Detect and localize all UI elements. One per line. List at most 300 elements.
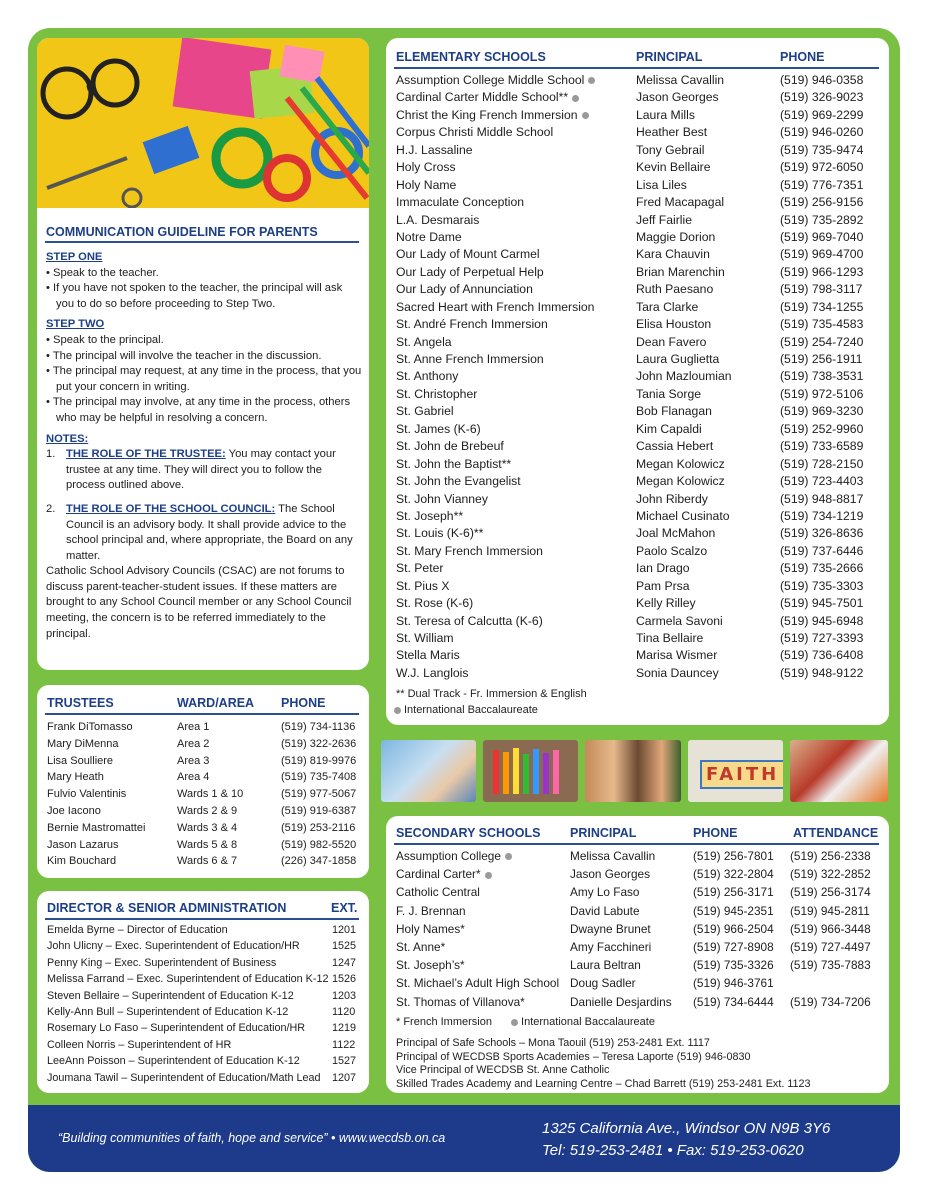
principal-name: Melissa Cavallin (570, 849, 656, 863)
ib-dot-icon (582, 112, 589, 119)
principal-name: Maggie Dorion (636, 229, 716, 244)
principal-name: Michael Cusinato (636, 508, 730, 523)
school-phone: (519) 736-6408 (780, 648, 864, 663)
step-one-bullet: • If you have not spoken to the teacher, the principal will ask you to do so before proceeding to Step Two. (46, 282, 343, 310)
elementary-row (396, 281, 886, 298)
elementary-row (396, 334, 886, 351)
trustee-ward: Wards 6 & 7 (177, 855, 238, 868)
communication-title-underline (45, 241, 359, 243)
footer-phones: Tel: 519-253-2481 • Fax: 519-253-0620 (542, 1142, 804, 1159)
school-name: St. John the Evangelist (396, 474, 521, 489)
students-photo (381, 740, 476, 802)
school-name: St. James (K-6) (396, 421, 481, 436)
elementary-row (396, 613, 886, 630)
school-phone: (519) 966-1293 (780, 264, 864, 279)
secondary-row (396, 974, 886, 992)
principal-name: Megan Kolowicz (636, 474, 725, 489)
principal-name: Jason Georges (570, 867, 651, 882)
ext-header: EXT. (331, 901, 358, 915)
elementary-row (396, 456, 886, 473)
school-phone: (519) 728-2150 (780, 456, 864, 471)
school-name: Assumption College (396, 847, 512, 865)
principal-name: Kara Chauvin (636, 247, 710, 262)
school-phone: (519) 966-2504 (693, 921, 774, 936)
step-two-bullet: • Speak to the principal. (46, 333, 164, 346)
director-row (47, 971, 363, 987)
trustee-name: Fulvio Valentinis (47, 788, 127, 801)
director-row (47, 1037, 363, 1053)
trustee-ward: Area 1 (177, 721, 210, 733)
principal-name: Tania Sorge (636, 386, 702, 401)
crayons-photo (483, 740, 578, 802)
secondary-footnotes: * French Immersion International Baccalaureate (396, 1016, 655, 1028)
elementary-row (396, 595, 886, 612)
elementary-row (396, 630, 886, 647)
admin-name-title: Kelly-Ann Bull – Superintendent of Education K-12 (47, 1005, 289, 1018)
admin-ext: 1120 (332, 1005, 356, 1018)
elementary-row (396, 491, 886, 508)
phone-header: PHONE (780, 50, 825, 64)
elementary-row (396, 403, 886, 420)
secondary-row (396, 956, 886, 974)
step-two-bullet: • The principal may involve, at any time in the process, others who may be helpful in resolving a concern. (46, 396, 351, 424)
elementary-row (396, 351, 886, 368)
trustee-name: Kim Bouchard (47, 855, 117, 868)
school-phone: (519) 972-6050 (780, 160, 864, 175)
school-phone: (519) 969-7040 (780, 229, 864, 244)
school-name: St. Teresa of Calcutta (K-6) (396, 613, 543, 628)
principal-name: Amy Lo Faso (570, 885, 640, 900)
group-photo (585, 740, 681, 802)
principal-name: Laura Beltran (570, 958, 641, 973)
trustee-row (47, 719, 363, 736)
school-name: St. Anthony (396, 369, 459, 384)
attendance-phone: (519) 966-3448 (790, 921, 871, 936)
principal-name: Paolo Scalzo (636, 543, 708, 558)
principal-name: Tony Gebrail (636, 142, 705, 157)
school-name: Our Lady of Annunciation (396, 282, 533, 297)
principal-name: Pam Prsa (636, 578, 690, 593)
ib-dot-icon (485, 872, 492, 879)
elementary-row (396, 194, 886, 211)
school-name: Christ the King French Immersion (396, 107, 589, 124)
trustee-ward: Wards 2 & 9 (177, 804, 238, 817)
school-name: Stella Maris (396, 648, 460, 663)
communication-body (46, 250, 362, 642)
trustee-phone: (519) 322-2636 (281, 737, 357, 750)
sec-principal-header: PRINCIPAL (570, 826, 637, 840)
admin-ext: 1201 (332, 924, 357, 936)
school-phone: (519) 948-9122 (780, 665, 864, 680)
school-phone: (519) 735-4583 (780, 317, 864, 332)
school-name: St. Mary French Immersion (396, 543, 543, 558)
elementary-row (396, 89, 886, 106)
principal-name: Heather Best (636, 125, 708, 140)
principal-name: Carmela Savoni (636, 613, 723, 628)
school-name: H.J. Lassaline (396, 142, 473, 157)
secondary-row (396, 902, 886, 920)
admin-ext: 1527 (332, 1055, 357, 1068)
step-two-heading: STEP TWO (46, 318, 105, 331)
trustee-phone: (519) 982-5520 (281, 838, 357, 851)
trustee-phone: (519) 734-1136 (281, 721, 356, 733)
elementary-row (396, 212, 886, 229)
ib-dot-icon (511, 1019, 518, 1026)
elementary-row (396, 421, 886, 438)
elementary-box (386, 38, 889, 725)
school-phone: (519) 322-2804 (693, 867, 774, 882)
elementary-row (396, 246, 886, 263)
principal-name: David Labute (570, 903, 640, 918)
school-phone: (519) 945-6948 (780, 613, 864, 628)
trustee-phone: (519) 735-7408 (281, 771, 357, 784)
trustee-ward: Wards 3 & 4 (177, 821, 238, 834)
elementary-row (396, 386, 886, 403)
school-phone: (519) 969-2299 (780, 107, 864, 122)
trustee-phone: (519) 253-2116 (281, 821, 356, 834)
trustee-row (47, 736, 363, 753)
trustee-name: Mary DiMenna (47, 737, 119, 750)
secondary-row (396, 865, 886, 883)
sec-phone-header: PHONE (693, 826, 738, 840)
school-phone: (519) 254-7240 (780, 334, 864, 349)
school-phone: (519) 256-7801 (693, 849, 774, 863)
principal-name: John Riberdy (636, 491, 708, 506)
school-name: St. Peter (396, 561, 444, 576)
attendance-phone: (519) 256-2338 (790, 849, 871, 863)
admin-name-title: John Ulicny – Exec. Superintendent of Education/HR (47, 940, 300, 953)
crayons-icon (483, 740, 578, 802)
elementary-row (396, 316, 886, 333)
trustee-rows (47, 719, 363, 870)
school-phone: (519) 735-2666 (780, 561, 864, 576)
school-name: Cardinal Carter Middle School** (396, 89, 579, 106)
attendance-phone: (519) 322-2852 (790, 867, 871, 882)
elementary-row (396, 107, 886, 124)
school-phone: (519) 252-9960 (780, 421, 864, 436)
school-phone: (519) 256-9156 (780, 195, 864, 210)
school-name: St. Joseph** (396, 508, 464, 523)
school-phone: (519) 798-3117 (780, 282, 863, 297)
school-phone: (519) 945-2351 (693, 903, 774, 918)
trustee-name: Jason Lazarus (47, 838, 119, 851)
principal-name: Jason Georges (636, 90, 719, 105)
school-phone: (519) 734-6444 (693, 994, 774, 1009)
school-name: St. Thomas of Villanova* (396, 994, 525, 1009)
trustee-name: Mary Heath (47, 771, 104, 784)
director-row (47, 955, 363, 971)
principal-name: Fred Macapagal (636, 195, 725, 210)
trustee-name: Lisa Soulliere (47, 754, 114, 767)
school-phone: (519) 735-2892 (780, 212, 864, 227)
school-name: St. John de Brebeuf (396, 439, 504, 454)
trustee-phone: (519) 819-9976 (281, 754, 357, 767)
director-box (37, 891, 369, 1093)
trustee-ward: Area 2 (177, 737, 210, 750)
elementary-rows (396, 72, 886, 682)
school-phone: (519) 734-1255 (780, 299, 864, 314)
principal-name: Kelly Rilley (636, 596, 696, 611)
secondary-extra-lines (396, 1037, 811, 1091)
photo-strip (378, 728, 900, 814)
school-name: Sacred Heart with French Immersion (396, 299, 595, 314)
principal-name: Joal McMahon (636, 526, 716, 541)
notes-heading: NOTES: (46, 432, 89, 445)
school-name: Our Lady of Perpetual Help (396, 264, 544, 279)
communication-title: COMMUNICATION GUIDELINE FOR PARENTS (46, 225, 318, 239)
principal-name: Danielle Desjardins (570, 994, 672, 1009)
csac-text: Catholic School Advisory Councils (CSAC) are not forums to discuss parent-teacher-student issues. If these matters are brought to any School Council member or any School Council meeting, the concern is to be referred immediately to the principal. (46, 565, 352, 640)
admin-contact-line: Principal of WECDSB Sports Academies – Teresa Laporte (519) 946-0830 (396, 1050, 751, 1063)
director-header-underline (45, 918, 359, 920)
admin-contact-line: Vice Principal of WECDSB St. Anne Catholic (396, 1064, 610, 1077)
school-name: St. Michael’s Adult High School (396, 976, 560, 991)
admin-ext: 1207 (332, 1071, 357, 1084)
attendance-phone: (519) 256-3174 (790, 885, 871, 900)
elementary-row (396, 543, 886, 560)
trustee-row (47, 803, 363, 820)
communication-box (37, 38, 369, 670)
school-name: St. Rose (K-6) (396, 596, 474, 611)
admin-ext: 1525 (332, 940, 357, 953)
faith-blocks-photo (688, 740, 783, 802)
attendance-phone: (519) 727-4497 (790, 939, 871, 954)
school-phone: (519) 969-3230 (780, 404, 864, 419)
director-row (47, 938, 363, 954)
school-name: St. Angela (396, 334, 452, 349)
elementary-row (396, 72, 886, 89)
ib-dot-icon (394, 707, 401, 714)
school-phone: (519) 734-1219 (780, 508, 864, 523)
trustee-ward: Area 3 (177, 754, 210, 767)
elementary-row (396, 578, 886, 595)
elementary-row (396, 142, 886, 159)
admin-contact-line: Skilled Trades Academy and Learning Centre – Chad Barrett (519) 253-2481 Ext. 1123 (396, 1077, 811, 1090)
footer-address: 1325 California Ave., Windsor ON N9B 3Y6 (542, 1120, 831, 1137)
director-row (47, 922, 363, 938)
admin-contact-line: Principal of Safe Schools – Mona Taouil (519) 253-2481 Ext. 1117 (396, 1037, 710, 1049)
school-phone: (519) 326-9023 (780, 90, 864, 105)
school-phone: (519) 946-0358 (780, 73, 864, 87)
elementary-row (396, 299, 886, 316)
elementary-row (396, 525, 886, 542)
principal-name: Tara Clarke (636, 299, 699, 314)
trustee-phone: (519) 919-6387 (281, 804, 357, 817)
principal-name: Marisa Wismer (636, 648, 718, 663)
principal-name: Ruth Paesano (636, 282, 714, 297)
admin-ext: 1219 (332, 1022, 357, 1035)
secondary-row (396, 883, 886, 901)
secondary-rows (396, 847, 886, 1011)
admin-ext: 1526 (332, 973, 357, 986)
secondary-header: SECONDARY SCHOOLS (396, 826, 541, 840)
admin-ext: 1247 (332, 956, 357, 969)
elementary-row (396, 229, 886, 246)
school-phone: (519) 735-3326 (693, 958, 774, 973)
trustees-header-underline (45, 713, 359, 715)
trustee-row (47, 769, 363, 786)
director-row (47, 1020, 363, 1036)
trustee-row (47, 820, 363, 837)
admin-ext: 1203 (332, 989, 357, 1002)
trustee-row (47, 837, 363, 854)
trustee-ward: Wards 5 & 8 (177, 838, 238, 851)
principal-name: Melissa Cavallin (636, 73, 725, 87)
ib-dot-icon (572, 95, 579, 102)
school-name: St. Pius X (396, 578, 450, 593)
school-phone: (519) 723-4403 (780, 474, 864, 489)
trustee-name: Bernie Mastromattei (47, 821, 146, 834)
elementary-row (396, 560, 886, 577)
school-name: St. John the Baptist** (396, 456, 512, 471)
trustee-row (47, 753, 363, 770)
school-phone: (519) 735-9474 (780, 142, 864, 157)
school-phone: (519) 946-0260 (780, 125, 864, 140)
admin-name-title: Joumana Tawil – Superintendent of Education/Math Lead (47, 1071, 321, 1084)
elementary-row (396, 647, 886, 664)
trustee-ward: Wards 1 & 10 (177, 788, 244, 801)
school-name: Catholic Central (396, 885, 480, 900)
principal-name: Kim Capaldi (636, 421, 702, 436)
school-name: St. André French Immersion (396, 317, 548, 332)
school-phone: (519) 972-5106 (780, 386, 864, 401)
admin-name-title: Rosemary Lo Faso – Superintendent of Education/HR (47, 1022, 306, 1035)
elementary-row (396, 368, 886, 385)
school-name: Assumption College Middle School (396, 72, 595, 89)
trustee-ward: Area 4 (177, 771, 210, 784)
elementary-row (396, 438, 886, 455)
school-name: Holy Name (396, 177, 457, 192)
admin-name-title: Steven Bellaire – Superintendent of Education K-12 (47, 989, 294, 1002)
step-two-bullet: • The principal may request, at any time in the process, that you put your concern in writing. (46, 365, 362, 393)
trustees-header: TRUSTEES (47, 696, 114, 710)
admin-name-title: LeeAnn Poisson – Superintendent of Education K-12 (47, 1055, 300, 1068)
school-name: St. Christopher (396, 386, 478, 401)
principal-name: Bob Flanagan (636, 404, 712, 419)
school-phone: (519) 969-4700 (780, 247, 864, 262)
director-row (47, 1053, 363, 1069)
trustee-phone: (519) 977-5067 (281, 788, 357, 801)
secondary-row (396, 847, 886, 865)
school-name: St. Anne* (396, 939, 446, 954)
note-school-council: 2. THE ROLE OF THE SCHOOL COUNCIL: The School Council is an advisory body. It shall provide advice to the school principal and, where appropriate, the Board on any matter. (46, 502, 353, 562)
elementary-row (396, 508, 886, 525)
elementary-row (396, 124, 886, 141)
school-phone: (519) 727-3393 (780, 631, 864, 645)
admin-name-title: Colleen Norris – Superintendent of HR (47, 1038, 232, 1051)
step-one-heading: STEP ONE (46, 251, 103, 263)
principal-name: Brian Marenchin (636, 264, 725, 279)
principal-name: Ian Drago (636, 561, 690, 576)
school-name: W.J. Langlois (396, 665, 469, 680)
school-phone: (519) 733-6589 (780, 439, 864, 454)
trustee-name: Joe Iacono (47, 804, 101, 817)
principal-name: Tina Bellaire (636, 631, 704, 645)
principal-name: Elisa Houston (636, 317, 712, 332)
trustee-phone: (226) 347-1858 (281, 855, 357, 868)
secondary-box (386, 816, 889, 1093)
principal-name: Kevin Bellaire (636, 160, 711, 175)
principal-header: PRINCIPAL (636, 50, 703, 64)
secondary-row (396, 993, 886, 1011)
elementary-row (396, 159, 886, 176)
faith-blocks-text: FAITH (700, 760, 783, 789)
school-name: F. J. Brennan (396, 903, 466, 918)
school-phone: (519) 326-8636 (780, 526, 864, 541)
attendance-phone: (519) 734-7206 (790, 994, 871, 1009)
ib-dot-icon (588, 77, 595, 84)
dual-track-footnote: ** Dual Track - Fr. Immersion & English (396, 688, 587, 700)
school-name: Cardinal Carter* (396, 865, 492, 883)
director-header: DIRECTOR & SENIOR ADMINISTRATION (47, 901, 287, 915)
step-one-bullet: • Speak to the teacher. (46, 266, 159, 279)
trustee-name: Frank DiTomasso (47, 721, 133, 733)
principal-name: Amy Facchineri (570, 939, 652, 954)
principal-name: Sonia Dauncey (636, 665, 719, 680)
school-phone: (519) 945-7501 (780, 596, 864, 611)
school-name: St. John Vianney (396, 491, 488, 506)
attendance-header: ATTENDANCE (793, 826, 879, 840)
principal-name: Dean Favero (636, 334, 707, 349)
school-phone: (519) 737-6446 (780, 543, 864, 558)
principal-name: Doug Sadler (570, 976, 636, 991)
school-name: St. Joseph’s* (396, 958, 465, 973)
principal-name: Laura Mills (636, 107, 695, 122)
principal-name: Laura Guglietta (636, 352, 720, 366)
principal-name: Jeff Fairlie (636, 212, 692, 227)
principal-name: John Mazloumian (636, 369, 732, 384)
principal-name: Dwayne Brunet (570, 921, 651, 936)
secondary-header-underline (394, 843, 879, 845)
principal-name: Cassia Hebert (636, 439, 714, 454)
director-row (47, 988, 363, 1004)
school-phone: (519) 256-1911 (780, 352, 863, 366)
director-row (47, 1070, 363, 1086)
school-phone: (519) 735-3303 (780, 578, 864, 593)
trustee-row (47, 786, 363, 803)
school-name: Holy Cross (396, 160, 456, 175)
page-frame (28, 28, 900, 1172)
school-name: St. Anne French Immersion (396, 352, 544, 366)
school-name: Notre Dame (396, 229, 462, 244)
admin-ext: 1122 (332, 1038, 356, 1051)
school-name: St. Gabriel (396, 404, 454, 419)
trustees-box (37, 685, 369, 878)
school-name: St. Louis (K-6)** (396, 526, 484, 541)
principal-name: Lisa Liles (636, 177, 687, 192)
secondary-row (396, 920, 886, 938)
trustee-phone-header: PHONE (281, 696, 326, 710)
trustee-row (47, 853, 363, 870)
school-phone: (519) 738-3531 (780, 369, 864, 384)
school-name: Holy Names* (396, 921, 465, 936)
elementary-row (396, 264, 886, 281)
school-phone: (519) 256-3171 (693, 885, 774, 900)
school-phone: (519) 946-3761 (693, 976, 774, 991)
admin-name-title: Emelda Byrne – Director of Education (47, 924, 228, 936)
school-name: L.A. Desmarais (396, 212, 480, 227)
footer-motto: “Building communities of faith, hope and service” • www.wecdsb.on.ca (58, 1131, 446, 1145)
basketball-photo (790, 740, 888, 802)
ward-area-header: WARD/AREA (177, 696, 255, 710)
school-name: Corpus Christi Middle School (396, 125, 554, 140)
school-phone: (519) 727-8908 (693, 939, 774, 954)
note-trustee: 1. THE ROLE OF THE TRUSTEE: You may contact your trustee at any time. They will direct you to follow the process outlined above. (46, 448, 336, 492)
ib-footnote: International Baccalaureate (394, 704, 538, 716)
admin-name-title: Melissa Farrand – Exec. Superintendent of Education K-12 (47, 973, 329, 986)
school-name: Immaculate Conception (396, 195, 525, 210)
school-phone: (519) 776-7351 (780, 177, 864, 192)
